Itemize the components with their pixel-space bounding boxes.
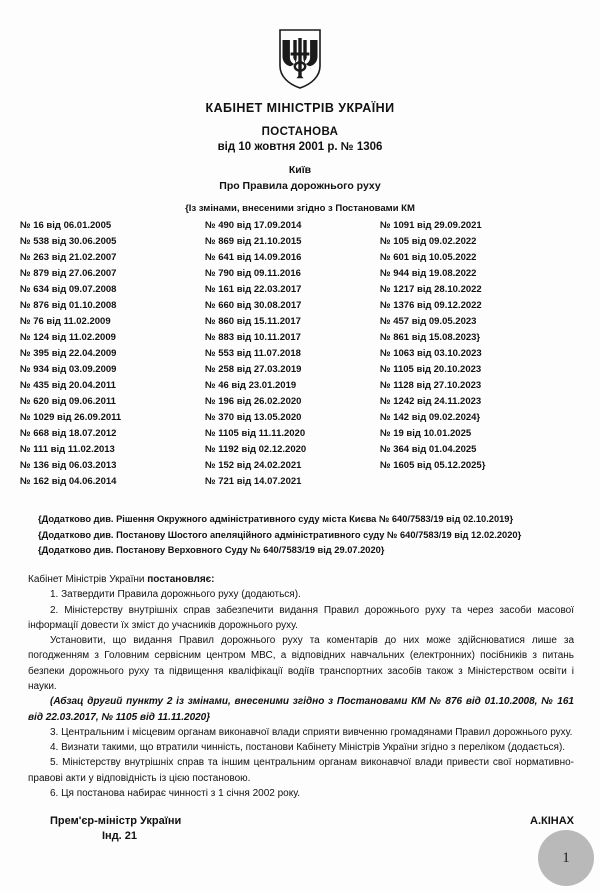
amendment-item: № 105 від 09.02.2022 [380, 235, 477, 247]
emblem-container [0, 0, 600, 95]
amendment-item: № 1029 від 26.09.2011 [20, 412, 122, 424]
document-date-number: від 10 жовтня 2001 р. № 1306 [217, 140, 383, 153]
amendment-item: № 876 від 01.10.2008 [20, 299, 117, 311]
signature-block [0, 815, 600, 842]
amendment-item: № 1242 від 24.11.2023 [380, 396, 482, 408]
amendment-item: № 196 від 26.02.2020 [205, 396, 302, 408]
amendment-item: № 1605 від 05.12.2025} [380, 460, 486, 472]
preamble-bold: постановляє: [147, 573, 215, 585]
amendment-item: № 152 від 24.02.2021 [205, 460, 302, 472]
amendment-item: № 1217 від 28.10.2022 [380, 283, 482, 295]
document-body [0, 572, 600, 801]
body-item-2-paragraph-2: Установити, що видання Правил дорожнього руху та коментарів до них може здійснюватися лише за погодженням з Головним сервісним центром МВС, а відповідних навчальних (електронних) посібників з питань безпеки дорожнього руху та підвищення кваліфікації водіїв транспортних засобів також з Міністерством освіти і науки. [28, 635, 574, 692]
amendment-item: № 263 від 21.02.2007 [20, 251, 117, 263]
amendment-item: № 490 від 17.09.2014 [205, 219, 302, 231]
body-item-2: 2. Міністерству внутрішніх справ забезпечити видання Правил дорожнього руху та через засоби масової інформації довести їх зміст до учасників дорожнього руху. [28, 604, 574, 631]
amendment-item: № 634 від 09.07.2008 [20, 283, 117, 295]
body-item-3: 3. Центральним і місцевим органам виконавчої влади сприяти вивченню громадянами Правил дорожнього руху. [50, 726, 573, 738]
amendment-item: № 1192 від 02.12.2020 [205, 444, 307, 456]
body-item-1: 1. Затвердити Правила дорожнього руху (додаються). [50, 589, 301, 601]
preamble-line [28, 572, 574, 587]
amendment-item: № 364 від 01.04.2025 [380, 444, 477, 456]
amendment-item: № 721 від 14.07.2021 [205, 476, 302, 488]
amendment-item: № 1063 від 03.10.2023 [380, 348, 482, 359]
body-item-2-amendment-note: (Абзац другий пункту 2 із змінами, внесеними згідно з Постановами КМ № 876 від 01.10.2008, № 161 від 22.03.2017, № 1105 від 11.11.2020} [28, 696, 574, 723]
court-reference-item: {Додатково див. Рішення Окружного адміністративного суду міста Києва № 640/7583/19 від 02.10.2019} [38, 514, 514, 525]
signatory-name: А.КІНАХ [530, 815, 574, 828]
amendment-item: № 161 від 22.03.2017 [205, 283, 302, 295]
amendment-item: № 46 від 23.01.2019 [205, 380, 297, 392]
document-city: Київ [288, 163, 312, 176]
court-references [0, 512, 600, 559]
court-reference-item: {Додатково див. Постанову Шостого апеляційного адміністративного суду № 640/7583/19 від 12.02.2020} [38, 529, 522, 540]
body-item-5: 5. Міністерству внутрішніх справ та іншим центральним органам виконавчої влади привести свої нормативно-правові акти у відповідність із цією постановою. [28, 757, 574, 784]
amendment-item: № 668 від 18.07.2012 [20, 428, 117, 440]
amendment-item: № 76 від 11.02.2009 [20, 315, 111, 327]
amendment-item: № 944 від 19.08.2022 [380, 267, 477, 279]
amendment-item: № 142 від 09.02.2024} [380, 412, 481, 424]
amendment-item: № 435 від 20.04.2011 [20, 380, 116, 392]
amendment-item: № 1105 від 11.11.2020 [205, 428, 306, 440]
amendment-item: № 1128 від 27.10.2023 [380, 380, 482, 392]
amendment-item: № 620 від 09.06.2011 [20, 396, 116, 408]
amendment-item: № 538 від 30.06.2005 [20, 235, 117, 247]
amendments-columns [0, 218, 600, 491]
amendment-item: № 861 від 15.08.2023} [380, 331, 481, 343]
body-item-4: 4. Визнати такими, що втратили чинність, постанови Кабінету Міністрів України згідно з переліком (додається). [50, 742, 566, 754]
signatory-title: Прем'єр-міністр України [50, 815, 182, 828]
amendment-item: № 19 від 10.01.2025 [380, 428, 472, 440]
amendment-item: № 641 від 14.09.2016 [205, 251, 302, 263]
amendment-item: № 601 від 10.05.2022 [380, 251, 477, 263]
amendment-item: № 1105 від 20.10.2023 [380, 364, 482, 376]
amendment-item: № 860 від 15.11.2017 [205, 315, 301, 327]
amendment-item: № 660 від 30.08.2017 [205, 299, 302, 311]
amendment-item: № 457 від 09.05.2023 [380, 315, 477, 327]
amendment-item: № 1376 від 09.12.2022 [380, 299, 482, 311]
amendment-item: № 869 від 21.10.2015 [205, 235, 302, 247]
amendment-item: № 111 від 11.02.2013 [20, 444, 115, 456]
amendment-item: № 790 від 09.11.2016 [205, 267, 301, 279]
amendment-item: № 879 від 27.06.2007 [20, 267, 117, 279]
document-subject: Про Правила дорожнього руху [219, 179, 381, 192]
document-type: ПОСТАНОВА [261, 125, 339, 138]
preamble-lead: Кабінет Міністрів України [28, 573, 148, 585]
organization-name: КАБІНЕТ МІНІСТРІВ УКРАЇНИ [205, 101, 395, 115]
body-item-6: 6. Ця постанова набирає чинності з 1 січня 2002 року. [50, 788, 300, 800]
amendment-item: № 162 від 04.06.2014 [20, 476, 117, 488]
amendments-column-3 [380, 218, 580, 491]
amendment-item: № 258 від 27.03.2019 [205, 364, 302, 376]
amendments-column-1 [20, 218, 205, 491]
page-number-badge: 1 [538, 830, 594, 886]
amendment-item: № 934 від 03.09.2009 [20, 364, 117, 376]
amendments-note: {Із змінами, внесеними згідно з Постановами КМ [185, 202, 415, 214]
amendment-item: № 553 від 11.07.2018 [205, 348, 301, 359]
document-heading [0, 101, 600, 192]
amendment-item: № 883 від 10.11.2017 [205, 331, 301, 343]
ukraine-trident-coat-of-arms-icon [276, 28, 324, 90]
amendment-item: № 136 від 06.03.2013 [20, 460, 117, 472]
signature-row [50, 815, 574, 827]
signature-index: Інд. 21 [102, 830, 138, 843]
court-reference-item: {Додатково див. Постанову Верховного Суду № 640/7583/19 від 29.07.2020} [38, 545, 385, 556]
amendment-item: № 16 від 06.01.2005 [20, 219, 112, 231]
amendment-item: № 395 від 22.04.2009 [20, 348, 117, 359]
amendments-column-2 [205, 218, 380, 491]
amendment-item: № 370 від 13.05.2020 [205, 412, 302, 424]
amendment-item: № 124 від 11.02.2009 [20, 331, 116, 343]
amendment-item: № 1091 від 29.09.2021 [380, 219, 482, 231]
